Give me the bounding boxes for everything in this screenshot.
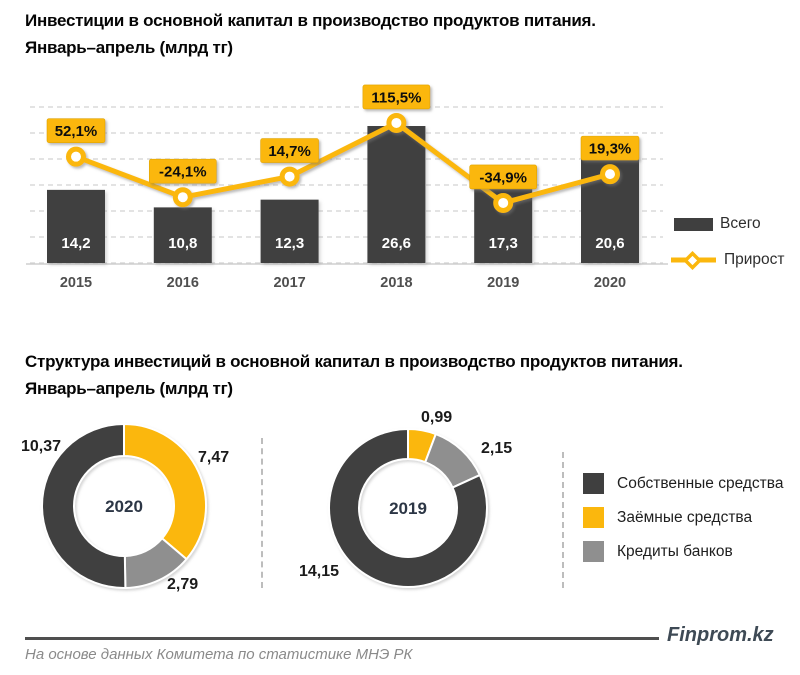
- bars-group: [47, 126, 639, 263]
- growth-callout: [470, 165, 537, 189]
- x-axis-label: 2020: [593, 275, 627, 291]
- legend-item-borrowed-funds: [583, 507, 783, 528]
- line-marker-icon: [670, 252, 717, 268]
- donut-2020-label-own: 10,37: [21, 438, 62, 455]
- donut-legend: [583, 473, 783, 562]
- donut-2020-label-borrowed: 7,47: [198, 449, 230, 466]
- bar-value-label: 10,8: [168, 235, 198, 252]
- bank-credits-swatch: [583, 541, 604, 562]
- growth-callout: [581, 136, 639, 160]
- x-axis-label: 2018: [380, 275, 413, 291]
- top-chart-title-line2: Январь–апрель (млрд тг): [25, 38, 233, 57]
- donut-section-title-line1: Структура инвестиций в основной капитал в производство продуктов питания.: [25, 352, 683, 371]
- borrowed-funds-label: Заёмные средства: [617, 508, 753, 526]
- callout-label: 14,7%: [268, 143, 311, 161]
- bar-series-swatch: [674, 218, 713, 231]
- growth-marker: [496, 195, 511, 210]
- growth-marker: [603, 167, 618, 182]
- borrowed-funds-swatch: [583, 507, 604, 528]
- donut-section-title: [25, 348, 683, 402]
- donut-slice: [124, 424, 206, 559]
- growth-callout: [47, 119, 105, 143]
- legend-item-bank-credits: [583, 541, 783, 562]
- donut-2020-center-year: 2020: [105, 497, 143, 516]
- x-axis-label: 2015: [59, 275, 93, 291]
- callout-label: 19,3%: [588, 140, 632, 158]
- source-note: На основе данных Комитета по статистике МНЭ РК: [25, 646, 413, 663]
- growth-marker: [282, 169, 297, 184]
- growth-marker: [69, 149, 84, 164]
- own-funds-label: Собственные средства: [617, 474, 784, 492]
- donut-section-title-line2: Январь–апрель (млрд тг): [25, 379, 233, 398]
- donut-divider-left: [261, 438, 263, 588]
- combo-legend-item-growth: [670, 251, 785, 269]
- callout-label: -24,1%: [159, 163, 207, 181]
- own-funds-swatch: [583, 473, 604, 494]
- line-series-label: Прирост: [724, 251, 785, 268]
- donut-2019-center-year: 2019: [389, 499, 427, 518]
- donut-2019-label-own: 14,15: [299, 563, 340, 580]
- growth-callout: [261, 139, 319, 163]
- growth-callout: [363, 85, 430, 109]
- bar-value-label: 12,3: [274, 235, 305, 252]
- combo-legend-item-total: [674, 215, 761, 233]
- callout-label: 52,1%: [54, 123, 98, 141]
- brand-logo: Finprom.kz: [667, 624, 774, 646]
- donut-2019-label-borrowed: 0,99: [421, 409, 453, 426]
- donut-divider-right: [562, 452, 564, 588]
- x-axis-label: 2017: [273, 275, 306, 291]
- bar-value-label: 14,2: [61, 235, 91, 252]
- x-axis-label: 2019: [487, 275, 520, 291]
- growth-marker: [389, 115, 404, 130]
- callout-label: 115,5%: [371, 89, 422, 107]
- bar-value-label: 17,3: [488, 235, 518, 252]
- bar-2017: [261, 200, 319, 263]
- x-axis-label: 2016: [166, 275, 199, 291]
- bar-value-label: 20,6: [595, 235, 625, 252]
- legend-item-own-funds: [583, 473, 783, 494]
- top-chart-title: [25, 7, 596, 61]
- bar-2015: [47, 190, 105, 263]
- growth-marker: [175, 190, 190, 205]
- growth-callout: [149, 159, 216, 183]
- donut-2020-label-credits: 2,79: [167, 576, 199, 593]
- bar-series-label: Всего: [720, 215, 761, 232]
- callout-label: -34,9%: [479, 169, 527, 187]
- footer-rule: [25, 637, 659, 640]
- investments-combo-chart: [0, 78, 800, 303]
- donut-2019-label-credits: 2,15: [481, 440, 513, 457]
- bar-value-label: 26,6: [381, 235, 412, 252]
- bank-credits-label: Кредиты банков: [617, 542, 733, 560]
- top-chart-title-line1: Инвестиции в основной капитал в производство продуктов питания.: [25, 11, 596, 30]
